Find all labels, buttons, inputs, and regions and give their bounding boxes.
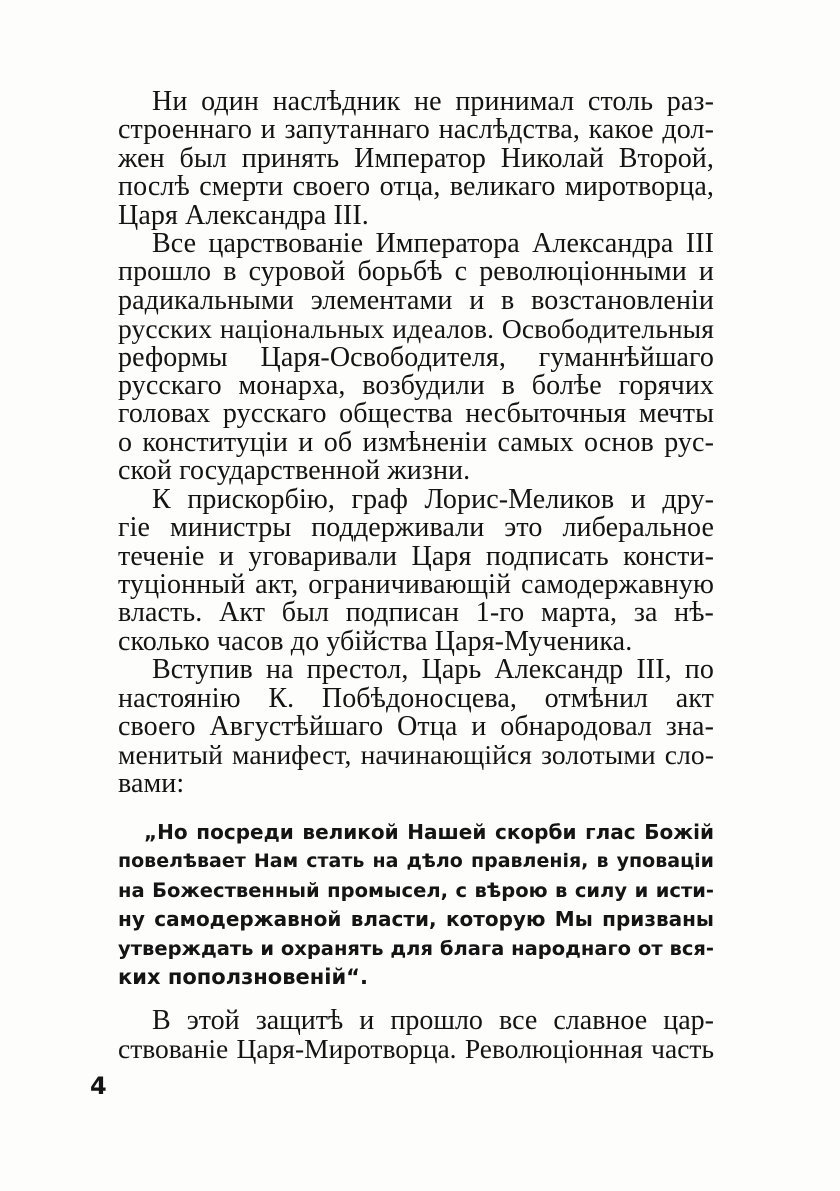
text-line: Вступив на престол, Царь Александр III, по [152,654,714,686]
manifesto-quote [118,818,714,992]
paragraph-1 [118,88,714,230]
text-line: В этой защитѣ и прошло все славное цар- [152,1005,714,1036]
text-line: Царя Александра III. [118,199,369,231]
text-line: вами: [118,767,185,799]
text-line: реформы Царя-Освободителя, гуманнѣйшаго [118,341,714,373]
main-text [118,88,714,798]
paragraph-3 [118,483,714,657]
text-line: русских національных идеалов. Освободительныя [118,313,714,345]
quote-line: ну самодержавной власти, которую Мы призваны [118,907,714,931]
text-line: радикальными элементами и в возстановленіи [118,284,714,316]
quote-line: ких поползновеній“. [118,965,368,989]
text-line: о конституціи и об измѣненіи самых основ рус- [118,426,714,458]
text-line: К прискорбію, граф Лорис-Меликов и дру- [152,483,714,515]
text-line: прошло в суровой борьбѣ с революціонными и [118,256,714,288]
paragraph-4 [118,656,714,798]
quote-line: утверждать и охранять для блага народнаго от вся- [118,937,714,960]
text-line: гіе министры поддерживали это либеральное [118,512,714,544]
text-line: туціонный акт, ограничивающій самодержавную [118,568,714,600]
text-line: сколько часов до убійства Царя-Мученика. [118,625,633,657]
quote-line: на Божественный промысел, с вѣрою в силу и исти- [118,879,714,902]
text-line: ствованіе Царя-Миротворца. Революціонная часть [118,1033,714,1065]
closing-paragraph [118,1007,714,1064]
paragraph-2 [118,230,714,486]
text-line: своего Августѣйшаго Отца и обнародовал зна- [118,710,714,742]
text-line: жен был принять Император Николай Второй, [118,142,714,174]
quote-line: повелѣвает Нам стать на дѣло правленія, в уповаціи [118,850,714,872]
text-line: теченіе и уговаривали Царя подписать консти- [118,540,714,572]
text-line: настоянію К. Побѣдоносцева, отмѣнил акт [118,682,714,714]
text-line: власть. Акт был подписан 1-го марта, за нѣ- [118,597,714,629]
text-line: Ни один наслѣдник не принимал столь раз- [152,86,714,117]
text-line: головах русскаго общества несбыточныя мечты [118,398,714,430]
text-line: строеннаго и запутаннаго наслѣдства, какое дол- [118,114,714,146]
text-line: послѣ смерти своего отца, великаго миротворца, [118,171,714,203]
page-number: 4 [90,1072,107,1100]
text-line: Все царствованіе Императора Александра III [152,228,714,260]
text-line: менитый манифест, начинающійся золотыми сло- [118,739,714,771]
quote-line: „Но посреди великой Нашей скорби глас Божій [144,820,714,844]
text-line: русскаго монарха, возбудили в болѣе горячих [118,370,714,402]
text-line: ской государственной жизни. [118,455,471,487]
